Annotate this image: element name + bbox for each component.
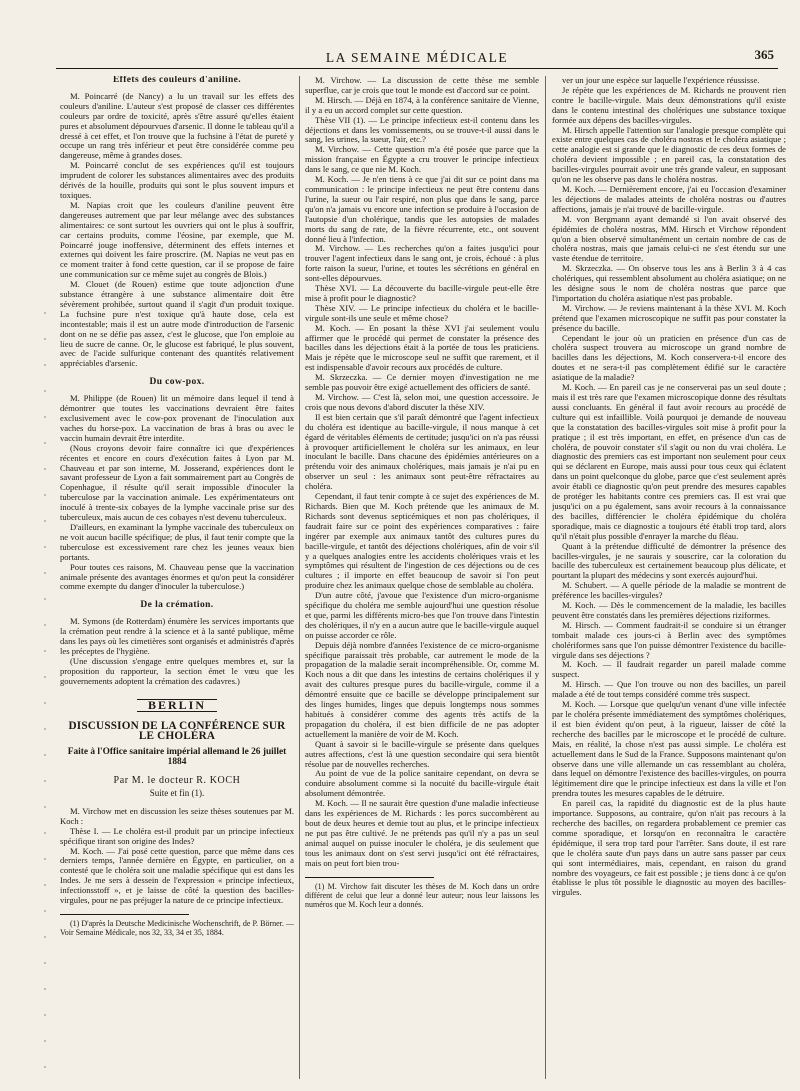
- article-byline: Par M. le docteur R. KOCH: [113, 775, 241, 787]
- paragraph: M. Skrzeczka. — On observe tous les ans à Berlin 3 à 4 cas cholériques, qui ressemblent absolument au choléra asiatique; on ne les désigne sous le nom de choléra nostras que parce que l'importation du choléra asiatique n'est pas probable.: [552, 263, 786, 303]
- paragraph: M. Koch. — Je n'en tiens à ce que j'ai dit sur ce point dans ma communication : le principe infectieux ne peut être contenu dans l'urine, la sueur ou l'air respiré, non plus que dans le sang, parce qu'on n'a jamais vu encore une infection se produire à l'occasion de l'autopsie d'un cholérique, tandis que les autopsies de malades morts du sang de rate, de la fièvre récurrente, etc., ont souvent donné lieu à l'infection.: [305, 174, 539, 244]
- paragraph: M. Symons (de Rotterdam) énumère les services importants que la crémation peut rendre à la science et à la santé publique, même dans les pays où les cimetières sont organisés et administrés d'après les préceptes de l'hygiène.: [60, 616, 294, 656]
- paragraph: M. Koch. — J'ai posé cette question, parce que même dans ces derniers temps, l'année dernière en Égypte, en particulier, on a contesté que le choléra soit une maladie spécifique qui est dans les Indes. Je me sers à dessein de l'expression « principe infectieux, infectionsstoff », et je laisse de côté la question des bacilles-virgules, pour ne pas préjuger la nature de ce principe infectieux.: [60, 845, 294, 906]
- paragraph: Au point de vue de la police sanitaire cependant, on devra se conduire absolument comme si la nocuité du bacille-virgule était absolument démontrée.: [305, 768, 539, 799]
- continuation-note: Suite et fin (1).: [149, 788, 205, 798]
- paragraph: Thèse I. — Le choléra est-il produit par un principe infectieux spécifique tirant son origine des Indes?: [60, 825, 294, 846]
- paragraph: M. Koch. — En posant la thèse XVI j'ai seulement voulu affirmer que le procédé qui permet de constater la présence des bacilles dans les déjections était à la portée de tous les praticiens. Mais je répète que le microscope seul ne suffit que rarement, et il est indispensable d'avoir recours aux procédés de culture.: [305, 322, 539, 373]
- paragraph: Thèse XVI. — La découverte du bacille-virgule peut-elle être mise à profit pour le diagnostic?: [305, 283, 539, 303]
- paragraph: M. Philippe (de Rouen) lit un mémoire dans lequel il tend à démontrer que toutes les vaccinations devraient être faites exclusivement avec le cow-pox provenant de l'inoculation aux vaches du horse-pox. La vaccination de bras à bras ou avec le vaccin humain devrait être interdite.: [60, 393, 294, 443]
- article-subheading: Faite à l'Office sanitaire impérial allemand le 26 juillet 1884: [67, 747, 287, 768]
- paragraph: Cependant, il faut tenir compte à ce sujet des expériences de M. Richards. Bien que M. Koch prétende que les animaux de M. Richards sont devenus septicémiques et non pas cholériques, il faudrait faire sur ce point des expériences comparatives : faire ingérer par exemple aux animaux tantôt des cultures pures du bacille-virgule, et tantôt des déjections cholériques, afin de voir s'il y a quelques analogies entre les accidents cholériques vrais et les symptômes qui résultent de l'ingestion de ces déjections ou de ces cultures ; il importe en effet beaucoup de savoir si l'on peut produire chez les animaux quelque chose de semblable au choléra.: [305, 491, 539, 591]
- paragraph: M. Napias croit que les couleurs d'aniline peuvent être dangereuses autrement que par leur mélange avec des substances alimentaires: ce sont surtout les ouvriers qui ont le plus à souffrir, car certains produits, comme l'éosine, par exemple, que M. Poincarré jouge inoffensive, déterminent des effets internes et externes qui doivent les faire proscrire. (M. Napias ne veut pas en ce moment traiter à fond cette question, car il se propose de faire une communication sur ce même sujet au congrès de Blois.): [60, 199, 294, 280]
- paragraph: Pour toutes ces raisons, M. Chauveau pense que la vaccination animale présente des avantages énormes et qu'on peut la considérer comme exempte du danger d'inoculer la tuberculose.): [60, 561, 294, 592]
- footnote: (1) D'après la Deutsche Medicinische Wochenschrift, de P. Börner. — Voir Semaine Médicale, nos 32, 33, 34 et 35, 1884.: [60, 918, 294, 937]
- paragraph: D'ailleurs, en examinant la lymphe vaccinale des tuberculeux on ne voit aucun bacille spécifique; de plus, il faut tenir compte que la tuberculose est excessivement rare chez les jeunes veaux bien portants.: [60, 521, 294, 562]
- page-number: 365: [754, 47, 774, 62]
- paragraph: M. Virchow. — Les recherches qu'on a faites jusqu'ici pour trouver l'agent infectieux dans le sang ont, je crois, échoué : à plus forte raison la sueur, l'urine, et toutes les sécrétions en général en sont-elles dépourvues.: [305, 243, 539, 284]
- paragraph: M. Schubert. — A quelle période de la maladie se montrent de préférence les bacilles-virgules?: [552, 580, 786, 601]
- column-rule: [299, 76, 300, 1079]
- column-right: [552, 76, 786, 1085]
- paragraph: (Une discussion s'engage entre quelques membres et, sur la proposition du rapporteur, la section émet le vœu que les gouvernements adoptent la crémation des cadavres.): [60, 655, 294, 686]
- paragraph: M. Hirsch. — Que l'on trouve ou non des bacilles, un pareil malade a été de tout temps considéré comme très suspect.: [552, 679, 786, 700]
- journal-title: LA SEMAINE MÉDICALE: [325, 50, 509, 65]
- footnote-rule: [305, 877, 434, 878]
- column-middle: [305, 76, 539, 1085]
- paragraph: M. Poincarré conclut de ses expériences qu'il est toujours imprudent de colorer les substances alimentaires avec des produits dérivés de la houille, produits qui sont le plus souvent impurs et toxiques.: [60, 160, 294, 200]
- paragraph: M. Hirsch appelle l'attention sur l'analogie presque complète qui existe entre quelques cas de choléra nostras et le choléra asiatique ; cette analogie est si grande que le diagnostic de ces deux formes de choléra devient impossible ; en pareil cas, la constatation des bacilles-virgules pourrait avoir une très grande valeur, en supposant qu'on ne les observe pas dans le choléra nostras.: [552, 124, 786, 185]
- paragraph: Thèse XIV. — Le principe infectieux du choléra et le bacille-virgule sont-ils une seule et même chose?: [305, 302, 539, 323]
- paragraph: M. Koch. — En pareil cas je ne conserverai pas un seul doute ; mais il est très rare que l'examen microscopique donne des résultats aussi concluants. En général il faut avoir recours au procédé de culture qui est infaillible. Voilà pourquoi je demande de nouveau que la constatation des bacilles-virgules soit mise à profit pour la pratique ; il est très important, en effet, en présence d'un cas de choléra, de pouvoir constater s'il s'agit ou non du vrai choléra. Le diagnostic des premiers cas est important non seulement pour ceux qui se déclarent en Europe, mais aussi pour tous ceux qui éclatent dans un point quelconque du globe, parce que c'est seulement après avoir établi ce diagnostic qu'on peut prendre des mesures capables de protéger les habitants contre ces premiers cas. Il est vrai que jusqu'ici on a pu également, sans avoir recours à la connaissance des bacilles, différencier le choléra épidémique du choléra sporadique, mais ce diagnostic a toujours été établi trop tard, alors qu'il n'était plus possible d'enrayer la marche du fléau.: [552, 382, 786, 541]
- paragraph: Quant à savoir si le bacille-virgule se présente dans quelques autres affections, c'est là une question secondaire qui sera bientôt résolue par de nouvelles recherches.: [305, 738, 539, 769]
- paragraph: M. Poincarré (de Nancy) a lu un travail sur les effets des couleurs d'aniline. L'auteur s'est proposé de classer ces différentes couleurs par ordre de toxicité, après s'être assuré qu'elles étaient pures et absolument dépourvues d'arsenic. Il donne le tableau qu'il a dressé à cet effet, et l'on trouve que la fuchsine à l'état de pureté y occupe un rang très inférieur et peut être considérée comme peu dangereuse, même à grandes doses.: [60, 90, 294, 161]
- section-heading: De la crémation.: [140, 600, 214, 611]
- article-headline: DISCUSSION DE LA CONFÉRENCE SUR LE CHOLÉRA: [68, 720, 286, 743]
- paragraph: Je répète que les expériences de M. Richards ne prouvent rien contre le bacille-virgule. Mais deux démonstrations qu'il existe dans le contenu intestinal des cholériques une substance toxique formée aux dépens des bacilles-virgules.: [552, 84, 786, 125]
- paragraph: M. Virchow. — C'est là, selon moi, une question accessoire. Je crois que nous devons d'abord discuter la thèse XIV.: [305, 392, 539, 412]
- paragraph: M. Clouet (de Rouen) estime que toute adjonction d'une substance étrangère à une substance alimentaire doit être sévèrement prohibée, surtout quand il s'agit d'un produit toxique. La fuchsine pure n'est toxique qu'à haute dose, cela est incontestable; mais il est un autre mode d'introduction de l'arsenic dont on ne se défie pas assez, c'est le glucose, que l'on emploie au lieu de sucre de canne. Or, le glucose est fabriqué, le plus souvent, avec de l'acide sulfurique contenant des quantités relativement appréciables d'arsenic.: [60, 279, 294, 369]
- paragraph: (Nous croyons devoir faire connaître ici que d'expériences récentes et encore en cours d'exécution faites à Lyon par M. Chauveau et par son interne, M. Josserand, expériences dont le savant professeur de Lyon a fait sommairement part au Congrès de Copenhague, il résulte qu'il serait impossible d'inoculer la tuberculose par la vaccination animale. Les expérimentateurs ont inoculé à trente-six cobayes de la lymphe vaccinale prise sur des tuberculeux, mais aucun de ces cobayes n'est devenu tuberculeux.: [60, 442, 294, 523]
- paragraph: M. Koch. — Dernièrement encore, j'ai eu l'occasion d'examiner les déjections de malades atteints de choléra nostras ou d'autres affections, jamais je n'ai trouvé de bacille-virgule.: [552, 183, 786, 214]
- column-left: [60, 76, 294, 1085]
- paragraph: M. Koch. — Lorsque que quelqu'un venant d'une ville infectée par le choléra présente immédiatement des symptômes cholériques, il est bien évident qu'on peut, à la rigueur, laisser de côté la recherche des bacilles par le microscope et le procédé de culture. Mais, en réalité, la chose n'est pas aussi simple. Le choléra est actuellement dans le Sud de la France. Supposons maintenant qu'on observe dans une ville allemande un cas ressemblant au choléra, dans lequel on démontre l'existence des bacilles-virgules, on pourra légitimement dire que le principe infectieux est dans la ville et l'on prendra toutes les mesures capables de le détruire.: [552, 699, 786, 799]
- paragraph: Il est bien certain que s'il paraît démontré que l'agent infectieux du choléra est identique au bacille-virgule, il nous manque à cet égard de véritables éléments de certitude; jusqu'ici on n'a pas réussi à provoquer artificiellement le choléra sur les animaux, en leur inoculant le bacille. Dans chacune des épidémies antérieures on a prétendu voir des animaux cholériques, mais jamais je n'ai pu en observer un seul : les animaux sont peut-être réfractaires au choléra.: [305, 411, 539, 492]
- paragraph: M. Koch. — Dès le commencement de la maladie, les bacilles peuvent être constatés dans les premières déjections riziformes.: [552, 600, 786, 620]
- paragraph: ver un jour une espèce sur laquelle l'expérience réussisse.: [562, 76, 760, 85]
- binding-holes: [40, 300, 50, 1090]
- paragraph: D'un autre côté, j'avoue que l'existence d'un micro-organisme spécifique du choléra me semble aujourd'hui une question résolue et que, parmi les différents micro-bes que l'on trouve dans l'intestin des cholériques, il n'y en a aucun autre que le bacille-virgule auquel on puisse accorder ce rôle.: [305, 590, 539, 640]
- paragraph: M. Virchow met en discussion les seize thèses soutenues par M. Koch :: [60, 805, 294, 826]
- column-rule: [545, 76, 546, 1079]
- paragraph: Thèse VII (1). — Le principe infectieux est-il contenu dans les déjections et dans les vomissements, ou se trouve-t-il aussi dans le sang, les urines, la sueur, l'air, etc.?: [305, 114, 539, 145]
- paragraph: Depuis déjà nombre d'années l'existence de ce micro-organisme spécifique paraissait très probable, car autrement le mode de la propagation de la maladie serait incompréhensible. Or, comme M. Koch nous a dit que dans les intestins de certains cholériques il y avait des cultures presque pures du bacille-virgule, comme il a démontré ensuite que ce bacille se développe principalement sur des linges humides, linges que depuis longtemps nous sommes habitués à considérer comme des agents très actifs de la propagation du choléra, il est bien difficile de ne pas adopter actuellement la manière de voir de M. Koch.: [305, 639, 539, 739]
- paragraph: M. Virchow. — Cette question m'a été posée que parce que la mission française en Égypte a cru trouver le principe infectieux dans le sang, ce que nie M. Koch.: [305, 144, 539, 175]
- paragraph: M. Virchow. — La discussion de cette thèse me semble superflue, car je crois que tout le monde est d'accord sur ce point.: [305, 76, 539, 95]
- section-heading: Du cow-pox.: [149, 377, 205, 388]
- paragraph: M. Koch. — Il faudrait regarder un pareil malade comme suspect.: [552, 659, 786, 680]
- paragraph: M. Hirsch. — Déjà en 1874, à la conférence sanitaire de Vienne, il y a eu un accord complet sur cette question.: [305, 94, 539, 115]
- paragraph: M. Koch. — Il ne saurait être question d'une maladie infectieuse dans les expériences de M. Richards : les porcs succombèrent au bout de deux heures et demie tout au plus, et le principe infectieux ne put pas être cultivé. Je ne prétends pas qu'il n'y a pas un seul animal auquel on puisse inoculer le choléra, je dis seulement que tous les animaux dont on s'est servi jusqu'ici ont été réfractaires, mais on peut fort bien trou-: [305, 798, 539, 868]
- running-header: [56, 46, 778, 69]
- dateline-heading: BERLIN: [137, 699, 217, 713]
- paragraph: M. Skrzeczka. — Ce dernier moyen d'investigation ne me semble pas pouvoir être exigé actuellement des officiers de santé.: [305, 372, 539, 393]
- paragraph: M. von Bergmann ayant demandé si l'on avait observé des épidémies de choléra nostras, MM. Hirsch et Virchow répondent qu'on a bien observé simultanément un certain nombre de cas de choléra nostras, mais que jamais celui-ci ne s'est étendu sur une vaste étendue de territoire.: [552, 213, 786, 264]
- footnote-rule: [60, 914, 189, 915]
- footnote: (1) M. Virchow fait discuter les thèses de M. Koch dans un ordre différent de celui que leur a donné leur auteur; nous leur laissons les numéros que M. Koch leur a donnés.: [305, 881, 539, 909]
- paragraph: Quant à la prétendue difficulté de démontrer la présence des bacilles-virgules, je ne saurais y souscrire, car la coloration du bacille des tuberculeux est certainement beaucoup plus délicate, et pourtant la plupart des médecins y sont exercés aujourd'hui.: [552, 540, 786, 581]
- paragraph: M. Hirsch. — Comment faudrait-il se conduire si un étranger tombait malade ces jours-ci à Berlin avec des symptômes cholériformes sans que l'on puisse démontrer l'existence du bacille-virgule dans ses déjections ?: [552, 619, 786, 660]
- paragraph: En pareil cas, la rapidité du diagnostic est de la plus haute importance. Supposons, au contraire, qu'on n'ait pas recours à la recherche des bacilles, on regardera probablement ce premier cas comme sporadique, et lorsqu'on en reconnaîtra le caractère épidémique, il sera trop tard pour l'arrêter. Sans doute, il est rare que le choléra saute d'un pays dans un autre sans passer par ceux qui sont intermédiaires, mais, cependant, en raison du grand nombre des voyageurs, ce fait est possible ; je tiens donc à ce qu'on établisse le plus tôt possible le diagnostic au moyen des bacilles-virgules.: [552, 798, 786, 898]
- paragraph: Cependant le jour où un praticien en présence d'un cas de choléra suspect trouvera au microscope un grand nombre de bacilles dans les déjections, M. Koch conservera-t-il encore des doutes et ne sera-t-il pas complètement édifié sur le caractère asiatique de la maladie?: [552, 332, 786, 383]
- section-heading: Effets des couleurs d'aniline.: [112, 76, 242, 85]
- paragraph: M. Virchow. — Je reviens maintenant à la thèse XVI. M. Koch prétend que l'examen microscopique ne suffit pas pour constater la présence du bacille.: [552, 302, 786, 333]
